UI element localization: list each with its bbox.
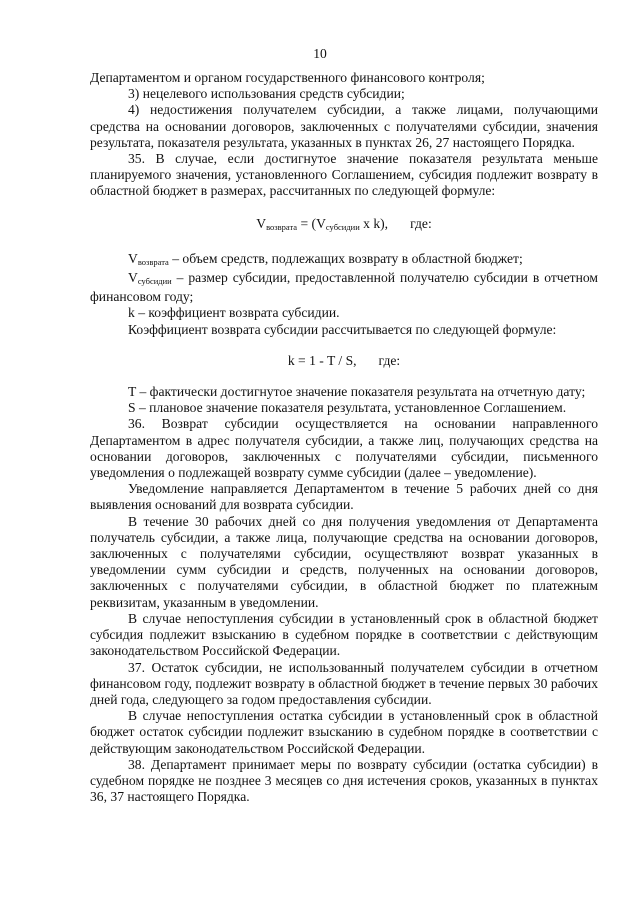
formula-where: где: bbox=[410, 215, 432, 231]
paragraph-37-recovery: В случае непоступления остатка субсидии в установленный срок в областной бюджет остаток субсидии подлежит взысканию в судебном порядке в соответствии с действующим законодательством Российской Федерации. bbox=[90, 708, 598, 756]
definition-subscript: возврата bbox=[137, 256, 169, 267]
formula-rhs-subscript: субсидии bbox=[325, 221, 360, 232]
definition-text: – объем средств, подлежащих возврату в областной бюджет; bbox=[168, 250, 523, 266]
definition-k: k – коэффициент возврата субсидии. bbox=[128, 305, 340, 321]
formula-equals: = (V bbox=[297, 215, 326, 231]
definition-symbol: V bbox=[128, 270, 138, 286]
page-number: 10 bbox=[313, 46, 327, 61]
list-item-4: 4) недостижения получателем субсидии, а также лицами, получающими средства на основании договоров, заключенных с получателями субсидии, значения результата, показателя результата, указанных в пунктах 26, 27 настоящего Порядка. bbox=[90, 102, 598, 150]
formula-lhs-symbol: V bbox=[256, 215, 267, 231]
formula-expression: k = 1 - T / S, bbox=[287, 352, 357, 368]
definition-s: S – плановое значение показателя результата, установленное Соглашением. bbox=[128, 400, 567, 416]
formula-lhs-subscript: возврата bbox=[266, 221, 298, 232]
definition-v-return bbox=[90, 251, 598, 270]
paragraph-35: 35. В случае, если достигнутое значение показателя результата меньше планируемого значения, установленного Соглашением, субсидия подлежит возврату в областной бюджет в размерах, рассчитанных по следующей формуле: bbox=[90, 151, 598, 199]
paragraph-36-recovery: В случае непоступления субсидии в установленный срок в областной бюджет субсидия подлежит взысканию в судебном порядке в соответствии с действующим законодательством Российской Федерации. bbox=[90, 610, 598, 659]
definition-v-subsidy bbox=[90, 270, 598, 305]
paragraph-coefficient: Коэффициент возврата субсидии рассчитывается по следующей формуле: bbox=[128, 321, 557, 337]
formula-tail: x k), bbox=[359, 215, 389, 231]
definition-text: – размер субсидии, предоставленной получателю субсидии в отчетном финансовом году; bbox=[90, 270, 598, 305]
definition-subscript: субсидии bbox=[137, 276, 172, 287]
paragraph-continuation: Департаментом и органом государственного финансового контроля; bbox=[90, 70, 485, 85]
paragraph-36-notice: Уведомление направляется Департаментом в течение 5 рабочих дней со дня выявления оснований для возврата субсидии. bbox=[90, 481, 598, 513]
formula-coefficient bbox=[90, 353, 598, 369]
paragraph-36: 36. Возврат субсидии осуществляется на основании направленного Департаментом в адрес получателя субсидии, а также лиц, получающих средства на основании договоров, заключенных с получателями субсидии, письменного уведомления о подлежащей возврату сумме субсидии (далее – уведомление). bbox=[90, 416, 598, 481]
formula-where: где: bbox=[378, 352, 401, 368]
paragraph-36-deadline: В течение 30 рабочих дней со дня получения уведомления от Департамента получатель субсидии, а также лица, получающие средства на основании договоров, заключенных с получателями субсидии, осуществляют возврат указанных в уведомлении сумм субсидии и средств, полученных на основании договоров, заключенных с получателями субсидии, в областной бюджет по платежным реквизитам, указанным в уведомлении. bbox=[90, 513, 598, 610]
formula-return-amount bbox=[90, 216, 598, 235]
paragraph-37: 37. Остаток субсидии, не использованный получателем субсидии в отчетном финансовом году, подлежит возврату в областной бюджет в течение первых 30 рабочих дней года, следующего за годом предоставления субсидии. bbox=[90, 659, 598, 707]
definition-symbol: V bbox=[128, 250, 138, 266]
list-item-3: 3) нецелевого использования средств субсидии; bbox=[128, 86, 405, 102]
document-body bbox=[90, 70, 598, 805]
paragraph-38: 38. Департамент принимает меры по возврату субсидии (остатка субсидии) в судебном порядке не позднее 3 месяцев со дня истечения сроков, указанных в пунктах 36, 37 настоящего Порядка. bbox=[90, 756, 598, 805]
definition-t: T – фактически достигнутое значение показателя результата на отчетную дату; bbox=[128, 384, 586, 400]
